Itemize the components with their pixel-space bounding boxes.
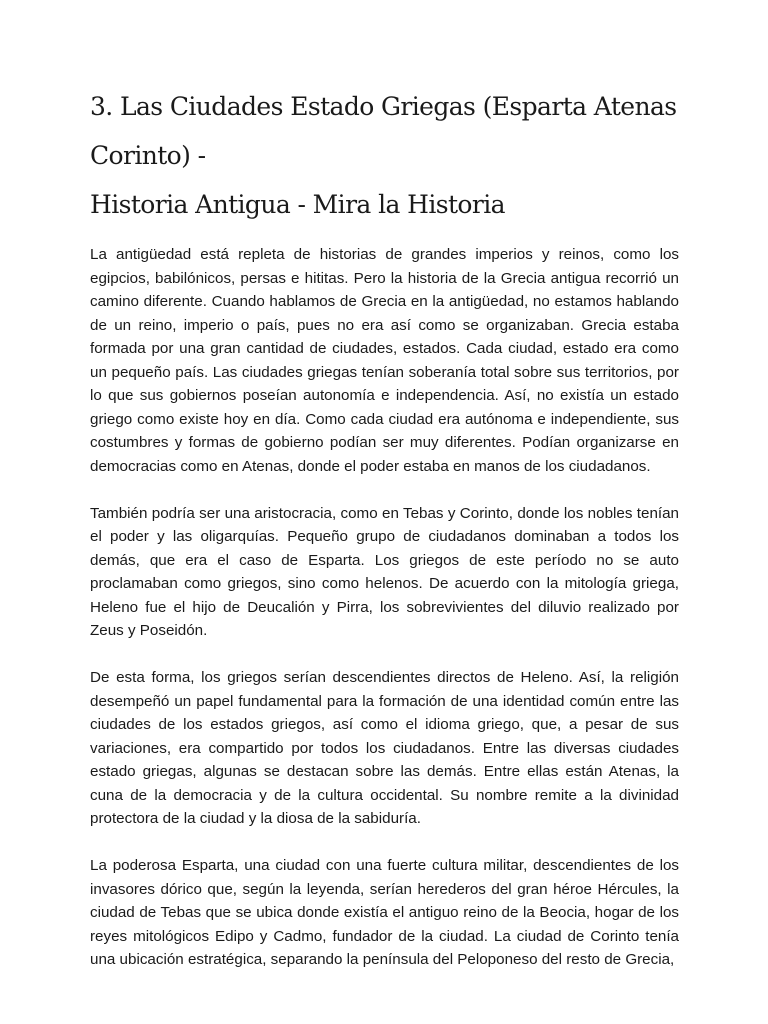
title-line-1: 3. Las Ciudades Estado Griegas (Esparta Atenas Corinto) - xyxy=(90,92,677,170)
paragraph-2: También podría ser una aristocracia, como en Tebas y Corinto, donde los nobles tenían el poder y las oligarquías. Pequeño grupo de ciudadanos dominaban a todos los demás, que era el caso de Esparta. Los griegos de este período no se auto proclamaban como griegos, sino como helenos. De acuerdo con la mitología griega, Heleno fue el hijo de Deucalión y Pirra, los sobrevivientes del diluvio realizado por Zeus y Poseidón. xyxy=(90,504,679,639)
paragraph-3: De esta forma, los griegos serían descendientes directos de Heleno. Así, la religión desempeñó un papel fundamental para la formación de una identidad común entre las ciudades de los estados griegos, así como el idioma griego, que, a pesar de sus variaciones, era compartido por todos los ciudadanos. Entre las diversas ciudades estado griegas, algunas se destacan sobre las demás. Entre ellas están Atenas, la cuna de la democracia y de la cultura occidental. Su nombre remite a la divinidad protectora de la ciudad y la diosa de la sabiduría. xyxy=(90,669,679,827)
document-page xyxy=(90,82,679,995)
paragraph-4: La poderosa Esparta, una ciudad con una fuerte cultura militar, descendientes de los invasores dórico que, según la leyenda, serían herederos del gran héroe Hércules, la ciudad de Tebas que se ubica donde existía el antiguo reino de la Beocia, hogar de los reyes mitológicos Edipo y Cadmo, fundador de la ciudad. La ciudad de Corinto tenía una ubicación estratégica, separando la península del Peloponeso del resto de Grecia, xyxy=(90,857,679,968)
paragraph-1: La antigüedad está repleta de historias de grandes imperios y reinos, como los egipcios, babilónicos, persas e hititas. Pero la historia de la Grecia antigua recorrió un camino diferente. Cuando hablamos de Grecia en la antigüedad, no estamos hablando de un reino, imperio o país, pues no era así como se organizaban. Grecia estaba formada por una gran cantidad de ciudades, estados. Cada ciudad, estado era como un pequeño país. Las ciudades griegas tenían soberanía total sobre sus territorios, por lo que sus gobiernos poseían autonomía e independencia. Así, no existía un estado griego como existe hoy en día. Como cada ciudad era autónoma e independiente, sus costumbres y formas de gobierno podían ser muy diferentes. Podían organizarse en democracias como en Atenas, donde el poder estaba en manos de los ciudadanos. xyxy=(90,246,679,475)
title-line-2: Historia Antigua - Mira la Historia xyxy=(90,190,505,219)
document-title xyxy=(90,82,679,229)
